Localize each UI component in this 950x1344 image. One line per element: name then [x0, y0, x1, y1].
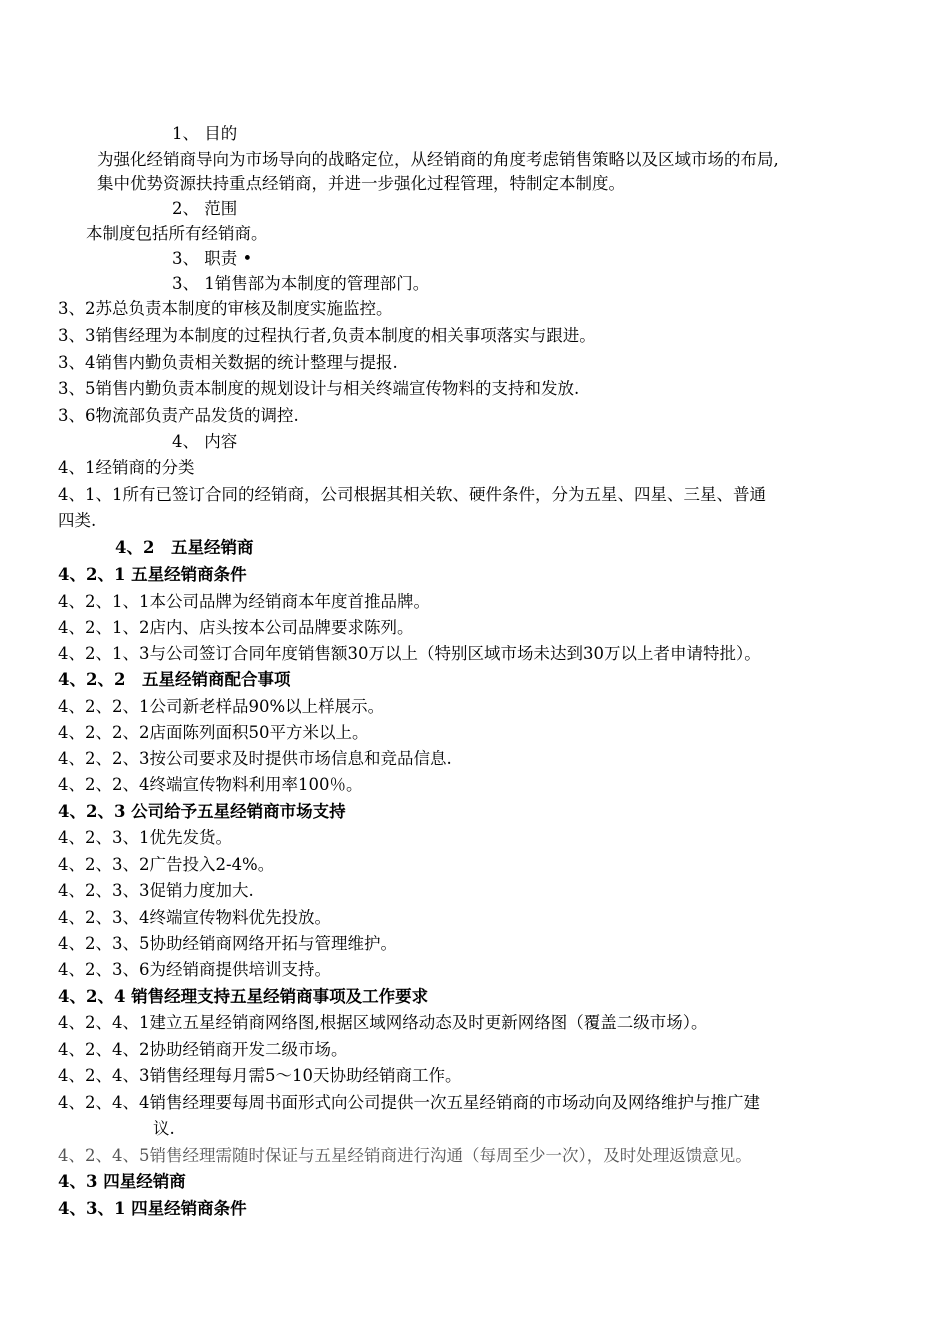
list-item: 4、2、3、2广告投入2-4%。 — [58, 855, 275, 874]
list-item: 3、 1销售部为本制度的管理部门。 — [172, 274, 430, 293]
section-heading-scope: 2、 范围 — [172, 199, 238, 218]
list-item: 4、2、4、1建立五星经销商网络图,根据区域网络动态及时更新网络图（覆盖二级市场）。 — [58, 1013, 708, 1032]
list-item: 4、2、3、6为经销商提供培训支持。 — [58, 960, 331, 979]
list-item: 3、6物流部负责产品发货的调控. — [58, 406, 299, 425]
list-item: 4、2、3、4终端宣传物料优先投放。 — [58, 908, 331, 927]
list-item: 4、2、1、3与公司签订合同年度销售额30万以上（特别区域市场未达到30万以上者申请特批）。 — [58, 644, 761, 663]
list-item: 4、2、1、1本公司品牌为经销商本年度首推品牌。 — [58, 592, 430, 611]
list-item: 4、2、4、3销售经理每月需5～10天协助经销商工作。 — [58, 1066, 462, 1085]
list-item: 4、2、3、3促销力度加大. — [58, 881, 254, 900]
list-item: 4、2、4、5销售经理需随时保证与五星经销商进行沟通（每周至少一次），及时处理返馈意见。 — [58, 1146, 752, 1165]
section-heading-duties: 3、 职责 • — [172, 249, 253, 268]
section-heading-content: 4、 内容 — [172, 432, 238, 451]
list-item: 3、4销售内勤负责相关数据的统计整理与提报. — [58, 353, 398, 372]
list-item: 4、1经销商的分类 — [58, 458, 195, 477]
list-item: 4、2、2、3按公司要求及时提供市场信息和竞品信息. — [58, 749, 452, 768]
list-item: 4、2、4、4销售经理要每周书面形式向公司提供一次五星经销商的市场动向及网络维护与推广建 — [58, 1093, 760, 1112]
subsection-heading: 4、2、2 五星经销商配合事项 — [58, 670, 291, 689]
subsection-heading: 4、3、1 四星经销商条件 — [58, 1199, 247, 1218]
subsection-heading: 4、2、1 五星经销商条件 — [58, 565, 247, 584]
list-item: 3、2苏总负责本制度的审核及制度实施监控。 — [58, 299, 393, 318]
paragraph-line: 集中优势资源扶持重点经销商，并进一步强化过程管理，特制定本制度。 — [97, 174, 625, 193]
paragraph-line: 本制度包括所有经销商。 — [86, 224, 268, 243]
list-item: 4、1、1所有已签订合同的经销商，公司根据其相关软、硬件条件，分为五星、四星、三星、普通 — [58, 485, 766, 504]
list-item: 4、2、2、2店面陈列面积50平方米以上。 — [58, 723, 369, 742]
list-item: 4、2、2、4终端宣传物料利用率100％。 — [58, 775, 363, 794]
section-heading-purpose: 1、 目的 — [172, 124, 238, 143]
paragraph-line: 议. — [153, 1119, 175, 1138]
list-item: 4、2、4、2协助经销商开发二级市场。 — [58, 1040, 348, 1059]
subsection-heading: 4、2 五星经销商 — [115, 538, 254, 557]
list-item: 4、2、1、2店内、店头按本公司品牌要求陈列。 — [58, 618, 414, 637]
list-item: 3、3销售经理为本制度的过程执行者,负责本制度的相关事项落实与跟进。 — [58, 326, 596, 345]
subsection-heading: 4、2、3 公司给予五星经销商市场支持 — [58, 802, 346, 821]
list-item: 4、2、2、1公司新老样品90%以上样展示。 — [58, 697, 385, 716]
subsection-heading: 4、2、4 销售经理支持五星经销商事项及工作要求 — [58, 987, 429, 1006]
paragraph-line: 四类. — [58, 511, 97, 530]
list-item: 3、5销售内勤负责本制度的规划设计与相关终端宣传物料的支持和发放. — [58, 379, 580, 398]
subsection-heading: 4、3 四星经销商 — [58, 1172, 186, 1191]
list-item: 4、2、3、5协助经销商网络开拓与管理维护。 — [58, 934, 397, 953]
paragraph-line: 为强化经销商导向为市场导向的战略定位，从经销商的角度考虑销售策略以及区域市场的布局, — [97, 150, 779, 169]
list-item: 4、2、3、1优先发货。 — [58, 828, 232, 847]
